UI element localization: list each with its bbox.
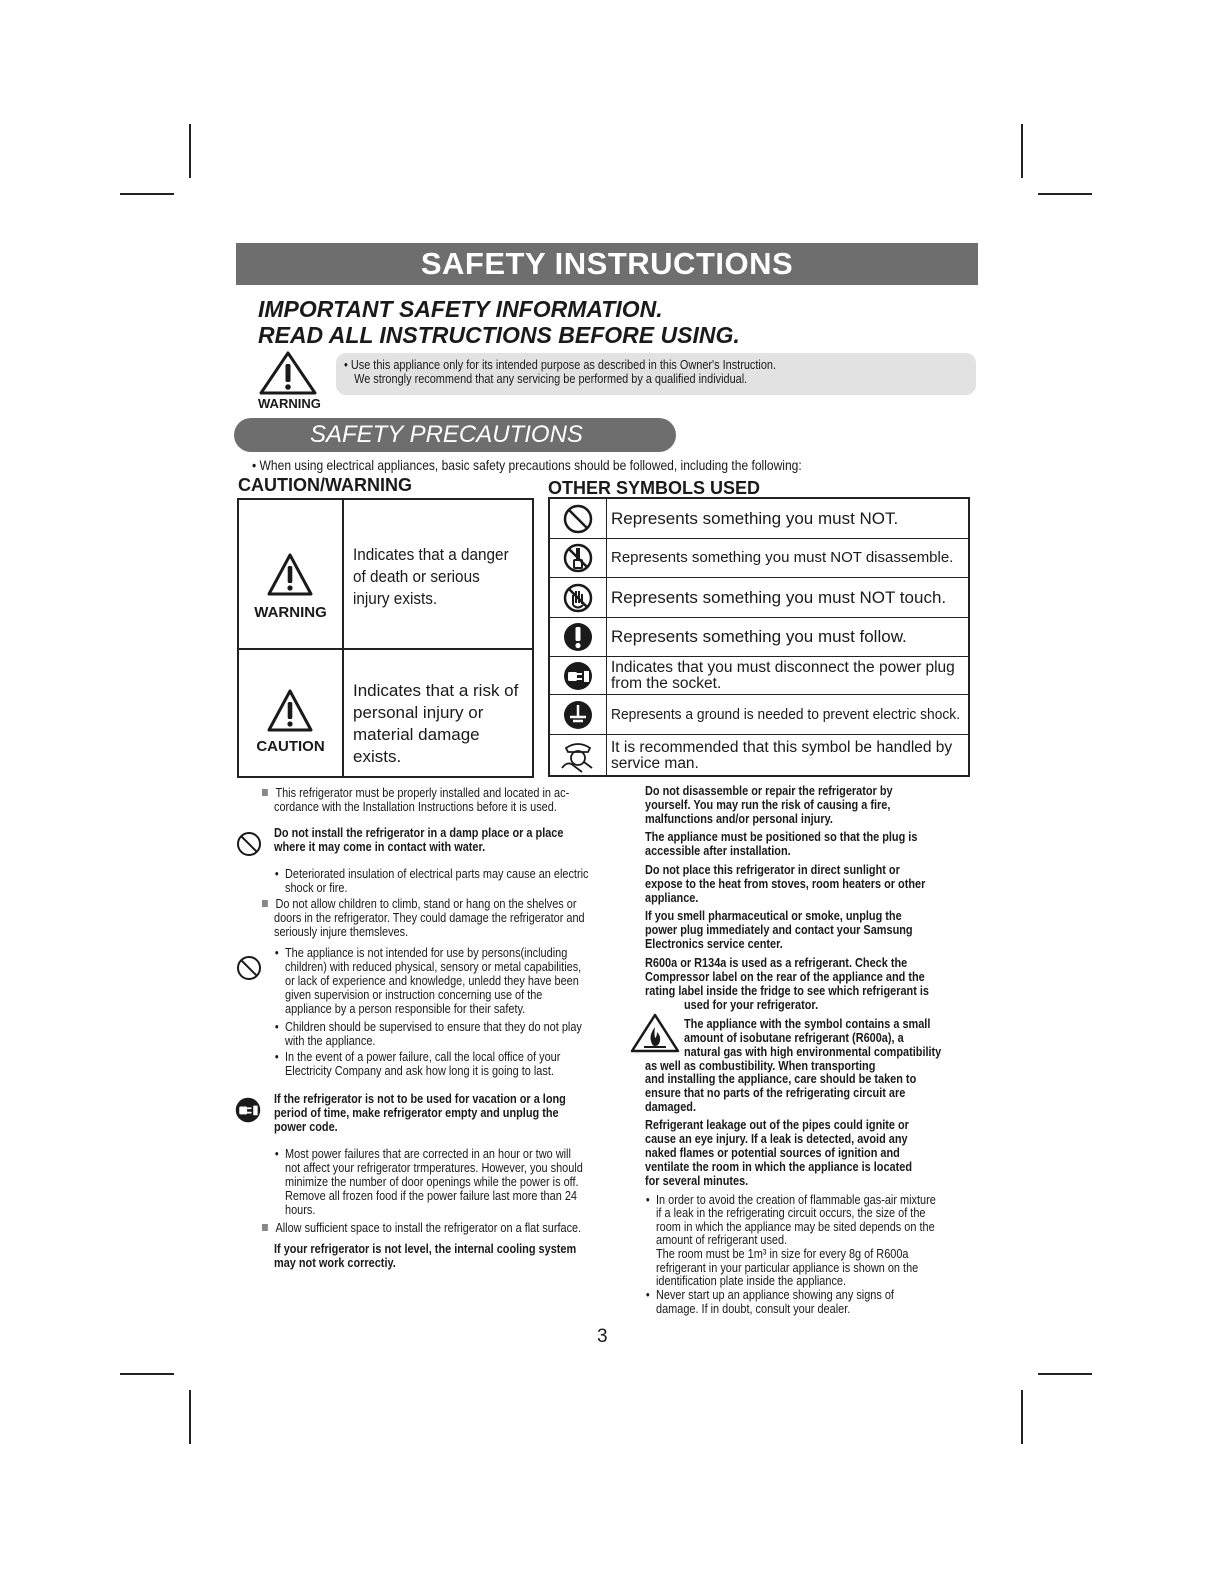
caution-label: CAUTION	[256, 738, 325, 755]
crop-mark	[189, 1390, 191, 1444]
bullet-line	[656, 1288, 894, 1302]
usage-notice	[336, 353, 976, 395]
bold-warning-line: expose to the heat from stoves, room heaters or other	[645, 876, 926, 891]
symbol-description: Represents something you must NOT disassemble.	[611, 549, 954, 566]
bold-warning-line: appliance.	[645, 890, 699, 905]
paragraph-line: doors in the refrigerator. They could damage the refrigerator and	[274, 910, 585, 925]
important-line-2: READ ALL INSTRUCTIONS BEFORE USING.	[258, 322, 740, 348]
bullet-line	[285, 1020, 582, 1034]
symbol-row	[550, 539, 968, 578]
paragraph-line: Electricity Company and ask how long it is going to last.	[285, 1063, 554, 1078]
paragraph-line: In order to avoid the creation of flammable gas-air mixture	[656, 1192, 936, 1207]
paragraph-line: damage. If in doubt, consult your dealer.	[656, 1301, 851, 1316]
bold-warning-line: period of time, make refrigerator empty and unplug the	[274, 1105, 559, 1120]
paragraph-line: cordance with the Installation Instructions before it is used.	[274, 799, 557, 814]
bold-warning-line: Electronics service center.	[645, 936, 783, 951]
symbol-description-text: Represents a ground is needed to prevent electric shock.	[611, 705, 961, 723]
symbol-row	[550, 735, 968, 777]
bold-warning-line: yourself. You may run the risk of causing a fire,	[645, 797, 891, 812]
paragraph-line: The room must be 1m³ in size for every 8g of R600a	[656, 1246, 909, 1261]
prohibited-icon	[236, 955, 262, 981]
bullet-line	[285, 867, 588, 881]
section-title: SAFETY PRECAUTIONS	[234, 418, 676, 452]
paragraph-line: if a leak in the refrigerating circuit occurs, the size of the	[656, 1205, 926, 1220]
paragraph-line: or lack of experience and knowledge, unledd they have been	[285, 973, 579, 988]
bold-warning-line: for several minutes.	[645, 1173, 749, 1188]
warning-description: Indicates that a danger of death or serious injury exists.	[353, 545, 509, 608]
paragraph-line: In the event of a power failure, call the local office of your	[285, 1049, 561, 1064]
unplug-icon	[234, 1096, 262, 1124]
service-man-icon	[558, 738, 598, 774]
symbol-description: Represents something you must NOT.	[611, 508, 899, 528]
paragraph-line: hours.	[285, 1202, 316, 1217]
symbol-row	[550, 695, 968, 735]
bold-warning-line: naked flames or potential sources of ignition and	[645, 1145, 900, 1160]
usage-line-2: We strongly recommend that any servicing be performed by a qualified individual.	[354, 370, 748, 386]
warning-label: WARNING	[258, 396, 321, 411]
paragraph	[262, 1221, 581, 1235]
bold-warning-line: Do not disassemble or repair the refrigerator by	[645, 783, 893, 798]
usage-line-1: • Use this appliance only for its intended purpose as described in this Owner's Instruction.	[344, 357, 777, 372]
crop-mark	[1021, 1390, 1023, 1444]
paragraph-line: The appliance is not intended for use by persons(including	[285, 945, 568, 960]
bold-warning-line: amount of isobutane refrigerant (R600a), a	[684, 1030, 904, 1045]
paragraph-line: refrigerant in your particular appliance is shown on the	[656, 1260, 919, 1275]
bold-warning-line: may not work correctiy.	[274, 1255, 396, 1270]
must-follow-icon	[562, 621, 594, 653]
bullet-line	[285, 946, 567, 960]
paragraph-line: Deteriorated insulation of electrical parts may cause an electric	[285, 866, 589, 881]
bold-warning-line: The appliance must be positioned so that the plug is	[645, 829, 918, 844]
symbol-description: Indicates that you must disconnect the power plug from the socket.	[611, 658, 955, 692]
bold-warning-line: The appliance with the symbol contains a small	[684, 1016, 931, 1031]
paragraph-line: Most power failures that are corrected in an hour or two will	[285, 1146, 571, 1161]
paragraph	[262, 897, 577, 911]
paragraph-line: shock or fire.	[285, 880, 348, 895]
bold-warning-line: rating label inside the fridge to see which refrigerant is	[645, 983, 929, 998]
crop-mark	[120, 193, 174, 195]
paragraph-line: room in which the appliance may be sited depends on the	[656, 1219, 935, 1234]
bold-warning-line: ventilate the room in which the appliance is located	[645, 1159, 913, 1174]
warning-label: WARNING	[254, 604, 327, 621]
bold-warning-line: R600a or R134a is used as a refrigerant. Check the	[645, 955, 908, 970]
flammable-warning-icon	[630, 1013, 680, 1053]
table-divider	[342, 500, 344, 776]
bold-warning-line: Do not install the refrigerator in a damp place or a place	[274, 825, 564, 840]
prohibited-icon	[562, 503, 594, 535]
warning-triangle-icon	[267, 552, 313, 598]
bold-warning-line: malfunctions and/or personal injury.	[645, 811, 833, 826]
paragraph-line: seriously injure themsleves.	[274, 924, 409, 939]
paragraph-line: appliance by a person responsible for their safety.	[285, 1001, 526, 1016]
caution-description: Indicates that a risk of personal injury or material damage exists.	[353, 681, 519, 766]
paragraph-line: amount of refrigerant used.	[656, 1232, 788, 1247]
caution-warning-heading: CAUTION/WARNING	[238, 475, 412, 495]
page-title: SAFETY INSTRUCTIONS	[236, 243, 978, 285]
caution-row	[239, 650, 532, 778]
bold-warning-line: where it may come in contact with water.	[274, 839, 486, 854]
bold-warning-line: damaged.	[645, 1099, 696, 1114]
symbol-description: Represents something you must NOT touch.	[611, 587, 947, 607]
bold-warning-line: cause an eye injury. If a leak is detected, avoid any	[645, 1131, 908, 1146]
symbol-description	[611, 695, 964, 734]
bold-warning-line: accessible after installation.	[645, 843, 791, 858]
important-notice	[258, 296, 740, 348]
other-symbols-table	[548, 497, 970, 777]
paragraph-line: not affect your refrigerator trmperatures. However, you should	[285, 1160, 583, 1175]
important-line-1: IMPORTANT SAFETY INFORMATION.	[258, 296, 663, 322]
crop-mark	[120, 1373, 174, 1375]
paragraph-line: with the appliance.	[285, 1033, 376, 1048]
bold-warning-line: and installing the appliance, care should be taken to	[645, 1071, 917, 1086]
page-number: 3	[597, 1326, 608, 1347]
paragraph-line: given supervision or instruction concerning use of the	[285, 987, 543, 1002]
prohibited-icon	[236, 831, 262, 857]
symbol-row	[550, 657, 968, 695]
paragraph	[262, 786, 569, 800]
ground-icon	[562, 699, 594, 731]
bold-warning-line: If you smell pharmaceutical or smoke, unplug the	[645, 908, 902, 923]
symbol-row	[550, 578, 968, 618]
other-symbols-heading: OTHER SYMBOLS USED	[548, 478, 761, 498]
symbol-row	[550, 499, 968, 539]
bold-warning-line: Do not place this refrigerator in direct sunlight or	[645, 862, 900, 877]
bold-warning-line: natural gas with high environmental compatibility	[684, 1044, 942, 1059]
precautions-intro: • When using electrical appliances, basic safety precautions should be followed, including the following:	[252, 457, 802, 473]
paragraph-line: Never start up an appliance showing any signs of	[656, 1287, 894, 1302]
paragraph-line: identification plate inside the appliance.	[656, 1273, 847, 1288]
bullet-line	[285, 1050, 560, 1064]
bullet-line	[285, 1147, 571, 1161]
paragraph-line: This refrigerator must be properly installed and located in ac-	[275, 785, 570, 800]
bold-warning-line: as well as combustibility. When transporting	[645, 1058, 876, 1073]
crop-mark	[1038, 1373, 1092, 1375]
bold-warning-line: Compressor label on the rear of the appliance and the	[645, 969, 925, 984]
symbol-description: It is recommended that this symbol be handled by service man.	[611, 739, 953, 772]
caution-warning-table	[237, 498, 534, 778]
warning-triangle-icon	[258, 350, 318, 396]
no-touch-icon	[562, 582, 594, 614]
crop-mark	[189, 124, 191, 178]
bold-warning-line: If the refrigerator is not to be used for vacation or a long	[274, 1091, 566, 1106]
no-disassemble-icon	[562, 542, 594, 574]
bold-warning-line: Refrigerant leakage out of the pipes could ignite or	[645, 1117, 909, 1132]
bold-warning-line: power plug immediately and contact your Samsung	[645, 922, 913, 937]
bold-warning-line: ensure that no parts of the refrigerating circuit are	[645, 1085, 906, 1100]
paragraph-line: children) with reduced physical, sensory or metal capabilities,	[285, 959, 582, 974]
caution-triangle-icon	[267, 688, 313, 734]
paragraph-line: Do not allow children to climb, stand or hang on the shelves or	[275, 896, 577, 911]
paragraph-line: Remove all frozen food if the power failure last more than 24	[285, 1188, 577, 1203]
symbol-row	[550, 618, 968, 657]
paragraph-line: minimize the number of door openings while the power is off.	[285, 1174, 579, 1189]
paragraph-line: Allow sufficient space to install the refrigerator on a flat surface.	[275, 1220, 582, 1235]
paragraph-line: Children should be supervised to ensure that they do not play	[285, 1019, 582, 1034]
bold-warning-line: used for your refrigerator.	[684, 997, 819, 1012]
bold-warning-line: power code.	[274, 1119, 338, 1134]
symbol-description: Represents something you must follow.	[611, 627, 907, 646]
crop-mark	[1021, 124, 1023, 178]
unplug-icon	[562, 660, 594, 692]
warning-row	[239, 500, 532, 650]
bold-warning-line: If your refrigerator is not level, the internal cooling system	[274, 1241, 577, 1256]
crop-mark	[1038, 193, 1092, 195]
